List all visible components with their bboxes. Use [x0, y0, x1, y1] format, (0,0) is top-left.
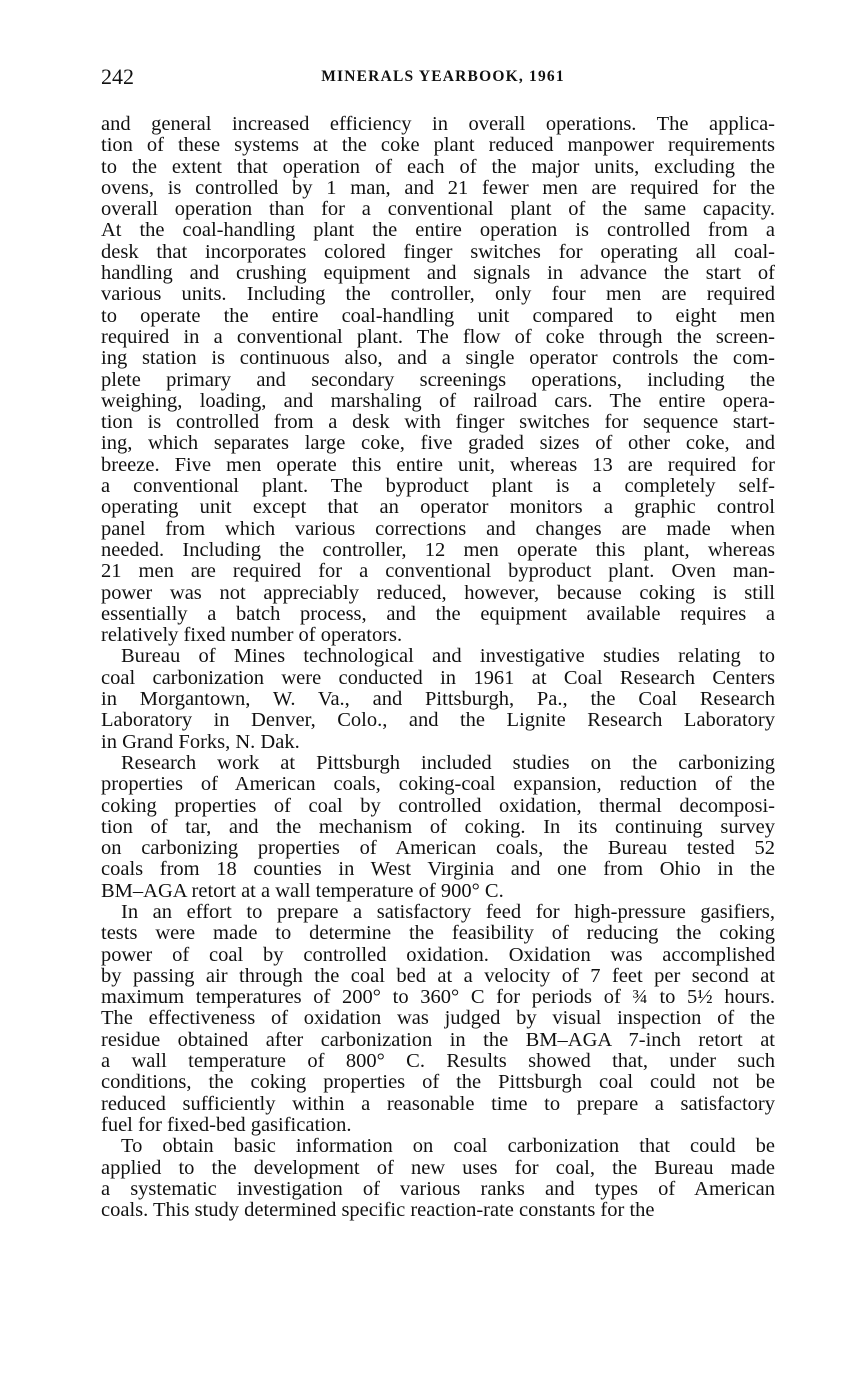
running-title: MINERALS YEARBOOK, 1961 — [321, 68, 565, 85]
text-line: Research work at Pittsburgh included studies on the carbonizing — [121, 752, 775, 774]
text-line: a systematic investigation of various ranks and types of American — [101, 1178, 775, 1200]
text-line: essentially a batch process, and the equipment available requires a — [101, 603, 775, 625]
text-line: conditions, the coking properties of the Pittsburgh coal could not be — [101, 1072, 775, 1094]
text-line: tion is controlled from a desk with finger switches for sequence start- — [101, 412, 775, 434]
text-line: power of coal by controlled oxidation. Oxidation was accomplished — [101, 944, 775, 966]
text-line: coals from 18 counties in West Virginia and one from Ohio in the — [101, 859, 775, 881]
text-line: The effectiveness of oxidation was judged by visual inspection of the — [101, 1008, 775, 1030]
text-line: properties of American coals, coking-coal expansion, reduction of the — [101, 774, 775, 796]
text-line: plete primary and secondary screenings operations, including the — [101, 369, 775, 391]
paragraph — [101, 902, 775, 1136]
paragraph — [101, 646, 775, 752]
text-line: overall operation than for a conventional plant of the same capacity. — [101, 199, 775, 221]
text-line: in Morgantown, W. Va., and Pittsburgh, Pa., the Coal Research — [101, 689, 775, 711]
text-line: 21 men are required for a conventional byproduct plant. Oven man- — [101, 561, 775, 583]
text-line: breeze. Five men operate this entire unit, whereas 13 are required for — [101, 454, 775, 476]
text-line: on carbonizing properties of American coals, the Bureau tested 52 — [101, 838, 775, 860]
text-line: relatively fixed number of operators. — [101, 625, 403, 647]
text-line: coal carbonization were conducted in 1961 at Coal Research Centers — [101, 667, 775, 689]
text-line: To obtain basic information on coal carbonization that could be — [121, 1136, 775, 1158]
text-line: to operate the entire coal-handling unit compared to eight men — [101, 305, 775, 327]
text-line: handling and crushing equipment and signals in advance the start of — [101, 263, 775, 285]
paragraph — [101, 753, 775, 902]
text-line: applied to the development of new uses for coal, the Bureau made — [101, 1157, 775, 1179]
text-line: by passing air through the coal bed at a velocity of 7 feet per second at — [101, 965, 775, 987]
text-line: BM–AGA retort at a wall temperature of 900° C. — [101, 880, 504, 902]
paragraph — [101, 114, 775, 646]
text-line: weighing, loading, and marshaling of railroad cars. The entire opera- — [101, 390, 775, 412]
text-line: needed. Including the controller, 12 men operate this plant, whereas — [101, 539, 775, 561]
text-line: operating unit except that an operator monitors a graphic control — [101, 497, 775, 519]
page-number: 242 — [101, 64, 134, 89]
text-line: tests were made to determine the feasibility of reducing the coking — [101, 923, 775, 945]
text-line: maximum temperatures of 200° to 360° C for periods of ¾ to 5½ hours. — [101, 987, 775, 1009]
text-line: a conventional plant. The byproduct plant is a completely self- — [101, 476, 775, 498]
text-line: tion of tar, and the mechanism of coking. In its continuing survey — [101, 816, 775, 838]
text-line: residue obtained after carbonization in the BM–AGA 7-inch retort at — [101, 1029, 775, 1051]
text-line: ing station is continuous also, and a single operator controls the com- — [101, 348, 775, 370]
running-head — [101, 64, 777, 90]
text-line: ovens, is controlled by 1 man, and 21 fewer men are required for the — [101, 177, 775, 199]
text-line: required in a conventional plant. The flow of coke through the screen- — [101, 326, 775, 348]
text-line: power was not appreciably reduced, however, because coking is still — [101, 582, 775, 604]
text-line: a wall temperature of 800° C. Results showed that, under such — [101, 1051, 775, 1073]
text-line: fuel for fixed-bed gasification. — [101, 1114, 352, 1136]
text-line: reduced sufficiently within a reasonable time to prepare a satisfactory — [101, 1093, 775, 1115]
text-line: tion of these systems at the coke plant reduced manpower requirements — [101, 135, 775, 157]
text-line: At the coal-handling plant the entire operation is controlled from a — [101, 220, 775, 242]
body-text — [101, 114, 775, 1221]
text-line: Laboratory in Denver, Colo., and the Lignite Research Laboratory — [101, 710, 775, 732]
text-line: in Grand Forks, N. Dak. — [101, 731, 300, 753]
text-line: and general increased efficiency in overall operations. The applica- — [101, 114, 775, 135]
text-line: to the extent that operation of each of the major units, excluding the — [101, 156, 775, 178]
text-line: coking properties of coal by controlled oxidation, thermal decomposi- — [101, 795, 775, 817]
paragraph — [101, 1136, 775, 1221]
text-line: Bureau of Mines technological and investigative studies relating to — [121, 646, 775, 668]
text-line: ing, which separates large coke, five graded sizes of other coke, and — [101, 433, 775, 455]
text-line: various units. Including the controller, only four men are required — [101, 284, 775, 306]
text-line: coals. This study determined specific reaction-rate constants for the — [101, 1200, 655, 1222]
text-line: panel from which various corrections and changes are made when — [101, 518, 775, 540]
text-line: In an effort to prepare a satisfactory feed for high-pressure gasifiers, — [121, 901, 775, 923]
text-line: desk that incorporates colored finger switches for operating all coal- — [101, 241, 775, 263]
